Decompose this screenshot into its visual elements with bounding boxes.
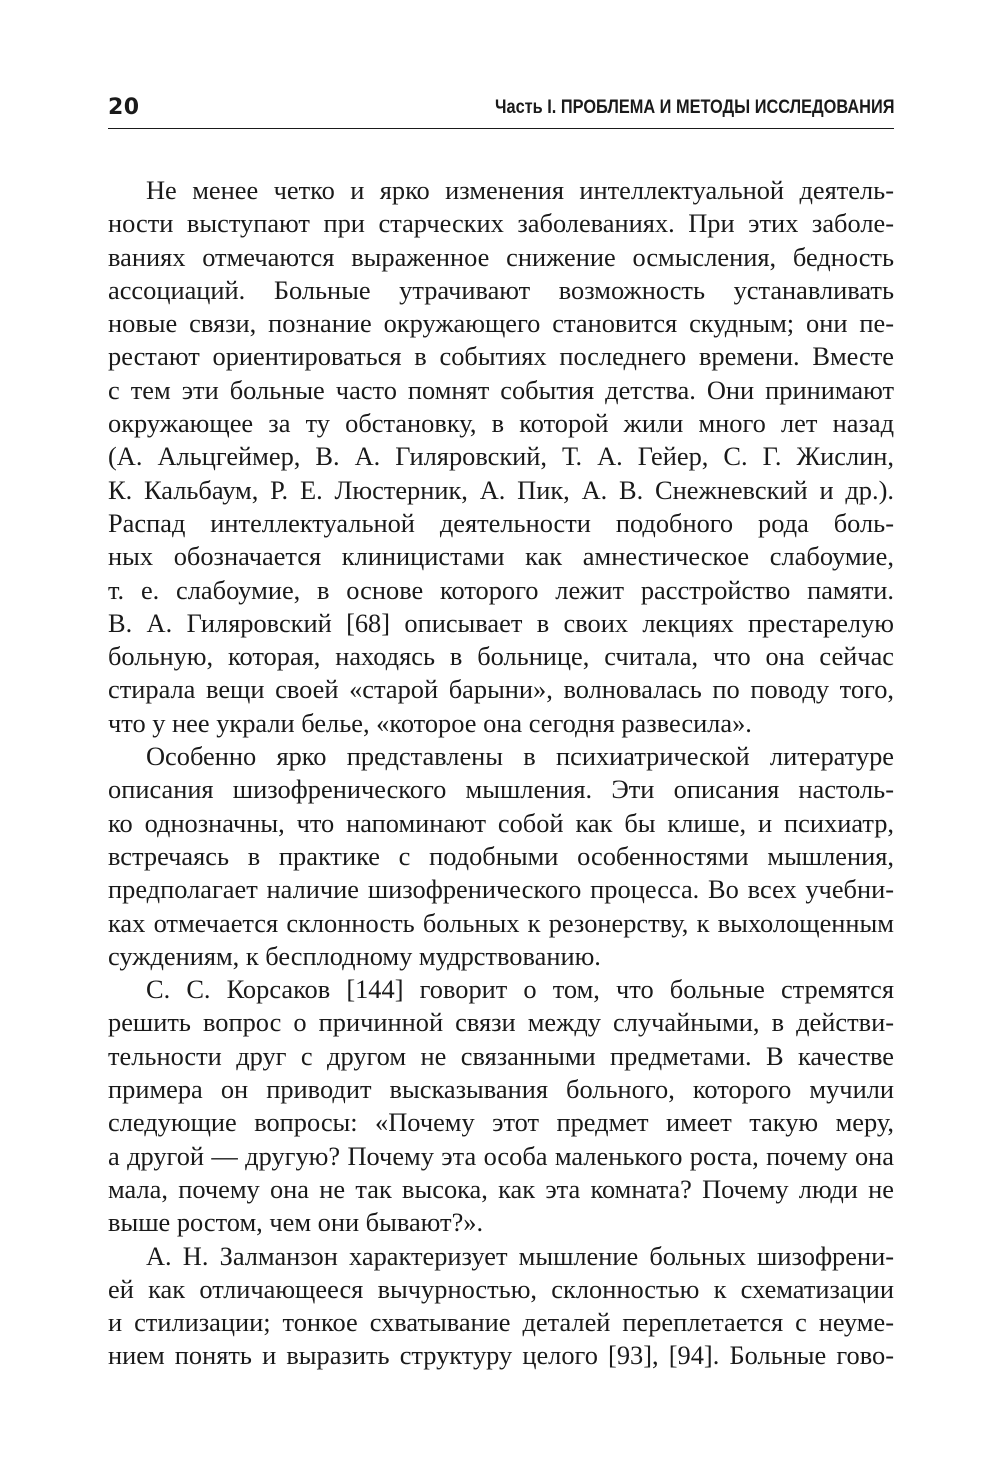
text-line: С. С. Корсаков [144] говорит о том, что больные стремятся — [146, 974, 894, 1005]
text-line: примера он приводит высказывания больного, которого мучили — [108, 1074, 894, 1105]
text-line: с тем эти больные часто помнят события детства. Они принимают — [108, 374, 894, 405]
text-line: следующие вопросы: «Почему этот предмет имеет такую меру, — [108, 1107, 894, 1138]
text-line: предполагает наличие шизофренического процесса. Во всех учебни- — [108, 874, 894, 905]
text-line: стирала вещи своей «старой барыни», волновалась по поводу того, — [108, 674, 894, 705]
paragraph — [108, 740, 894, 973]
text-line: т. е. слабоумие, в основе которого лежит расстройство памяти. — [108, 574, 894, 605]
text-line: ных обозначается клиницистами как амнестическое слабоумие, — [108, 541, 894, 572]
main-text — [108, 174, 894, 1373]
text-line: решить вопрос о причинной связи между случайными, в действи- — [108, 1007, 894, 1038]
text-line: тельности друг с другом не связанными предметами. В качестве — [108, 1040, 894, 1071]
text-line: Распад интеллектуальной деятельности подобного рода боль- — [108, 507, 894, 538]
text-line: что у нее украли белье, «которое она сегодня развесила». — [108, 707, 752, 738]
text-line: Особенно ярко представлены в психиатрической литературе — [146, 741, 894, 772]
page-number: 20 — [108, 95, 140, 120]
text-line: новые связи, познание окружающего становится скудным; они пе- — [108, 308, 894, 339]
text-line: Не менее четко и ярко изменения интеллектуальной деятель- — [146, 175, 894, 205]
text-line: выше ростом, чем они бывают?». — [108, 1207, 484, 1238]
text-line: мала, почему она не так высока, как эта комната? Почему люди не — [108, 1173, 894, 1204]
text-line: ности выступают при старческих заболеваниях. При этих заболе- — [108, 208, 894, 239]
text-line: В. А. Гиляровский [68] описывает в своих лекциях престарелую — [108, 607, 894, 638]
paragraph — [108, 174, 894, 740]
running-header — [108, 88, 894, 129]
section-title: Часть I. ПРОБЛЕМА И МЕТОДЫ ИССЛЕДОВАНИЯ — [494, 97, 894, 118]
text-line: рестают ориентироваться в событиях последнего времени. Вместе — [108, 341, 894, 372]
text-line: а другой — другую? Почему эта особа маленького роста, почему она — [108, 1140, 894, 1171]
text-line: встречаясь в практике с подобными особенностями мышления, — [108, 840, 894, 871]
text-line: ассоциаций. Больные утрачивают возможность устанавливать — [108, 274, 894, 305]
text-line: больную, которая, находясь в больнице, считала, что она сейчас — [108, 641, 894, 672]
paragraph — [108, 1240, 894, 1373]
text-line: ках отмечается склонность больных к резонерству, к выхолощенным — [108, 907, 894, 938]
text-line: ко однозначны, что напоминают собой как бы клише, и психиатр, — [108, 807, 894, 838]
text-line: описания шизофренического мышления. Эти описания настоль- — [108, 774, 894, 805]
text-line: ваниях отмечаются выраженное снижение осмысления, бедность — [108, 241, 894, 272]
text-line: нием понять и выразить структуру целого [93], [94]. Больные гово- — [108, 1340, 894, 1371]
text-line: (А. Альцгеймер, В. А. Гиляровский, Т. А. Гейер, С. Г. Жислин, — [108, 441, 894, 472]
text-line: окружающее за ту обстановку, в которой жили много лет назад — [108, 408, 894, 439]
text-line: ей как отличающееся вычурностью, склонностью к схематизации — [108, 1273, 894, 1304]
text-line: К. Кальбаум, Р. Е. Люстерник, А. Пик, А. В. Снежневский и др.). — [108, 474, 894, 505]
text-line: суждениям, к бесплодному мудрствованию. — [108, 940, 601, 971]
text-line: А. Н. Залманзон характеризует мышление больных шизофрени- — [146, 1240, 894, 1271]
paragraph — [108, 973, 894, 1239]
text-line: и стилизации; тонкое схватывание деталей переплетается с неуме- — [108, 1307, 894, 1338]
